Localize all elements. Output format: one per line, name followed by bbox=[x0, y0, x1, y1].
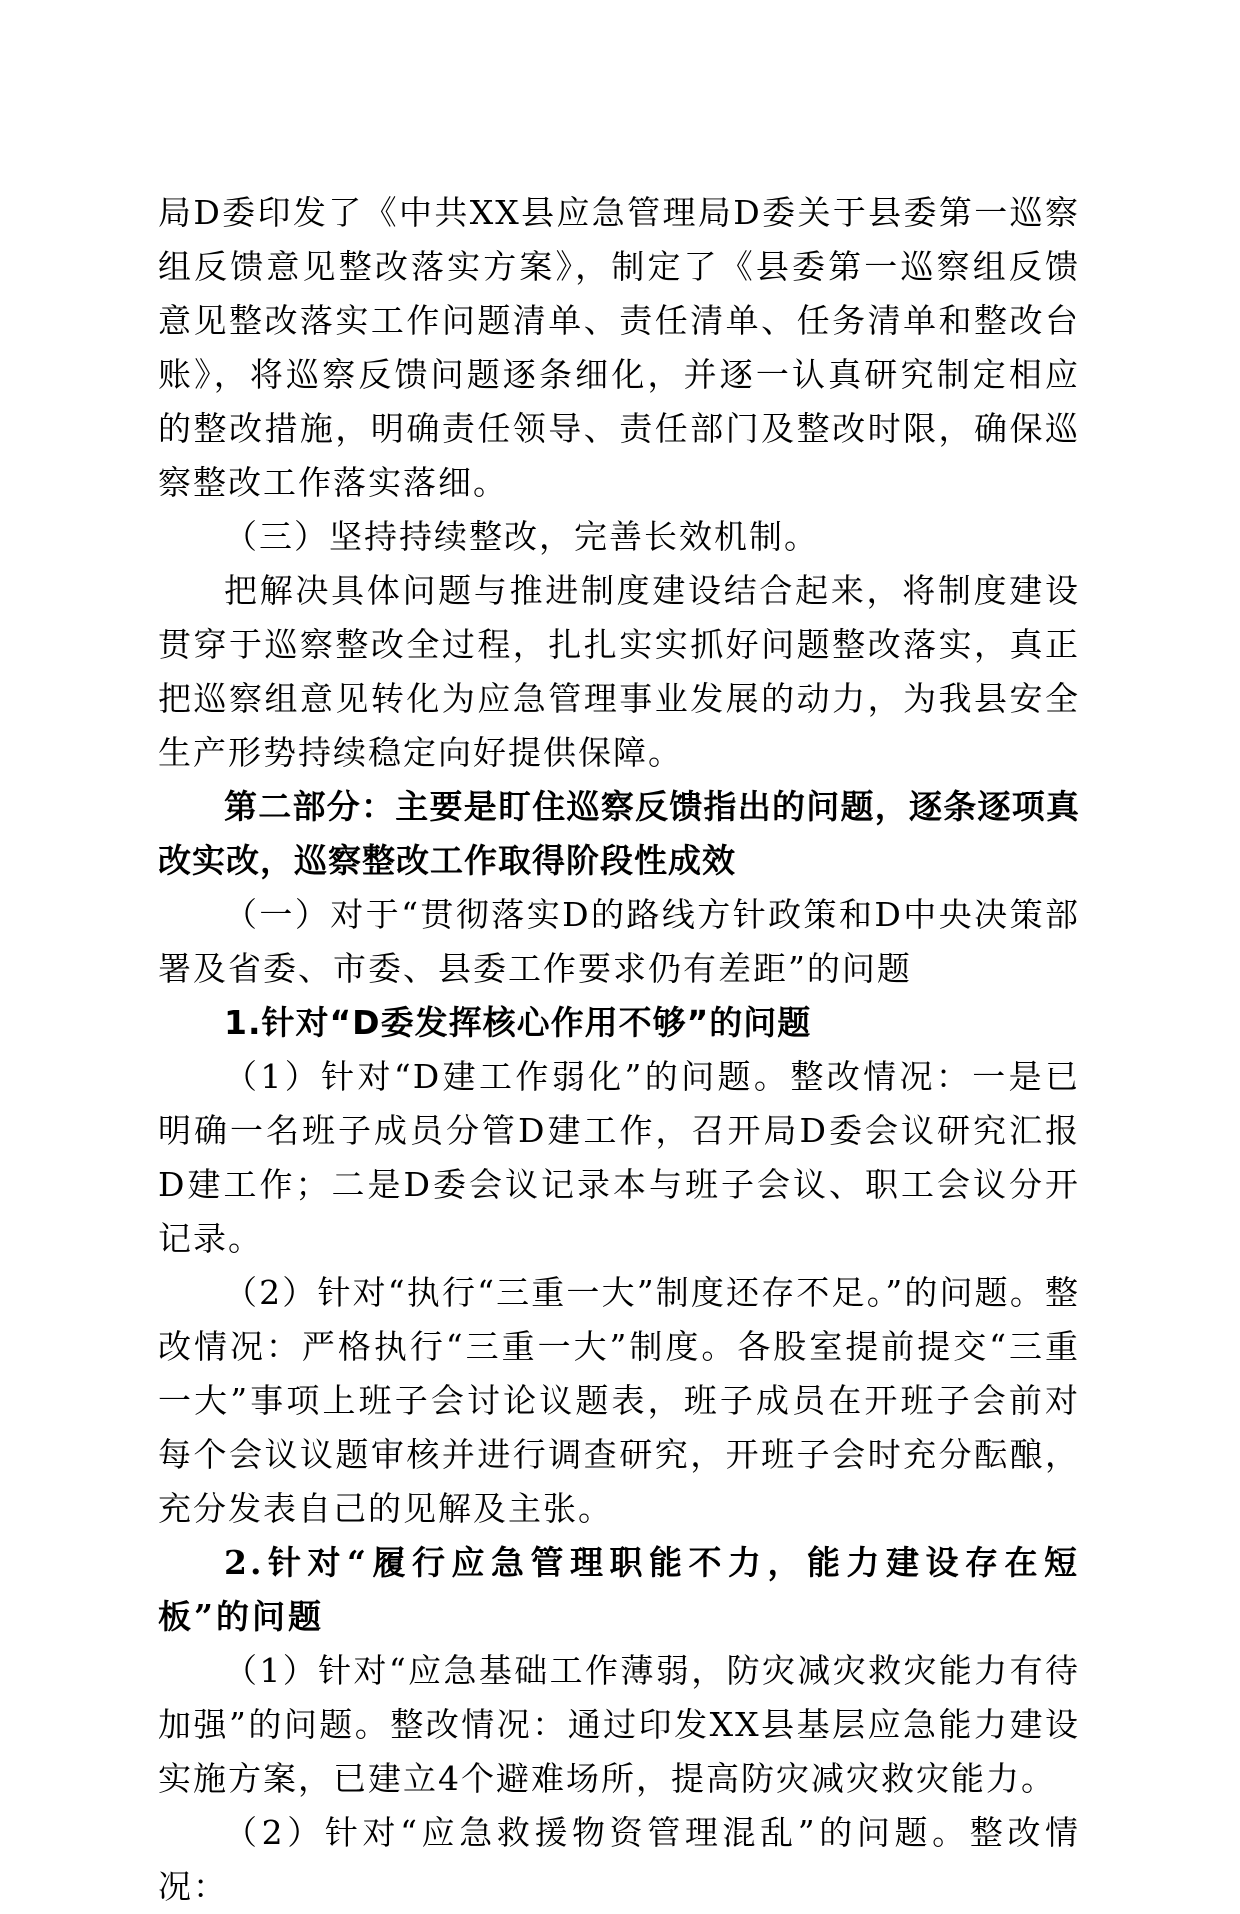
heading-part-two: 第二部分：主要是盯住巡察反馈指出的问题，逐条逐项真改实改，巡察整改工作取得阶段性成效 bbox=[158, 787, 1080, 880]
paragraph-item-2-1: （1）针对“应急基础工作薄弱，防灾减灾救灾能力有待加强”的问题。整改情况：通过印发XX县基层应急能力建设实施方案，已建立4个避难场所，提高防灾减灾救灾能力。 bbox=[158, 1651, 1080, 1798]
document-page bbox=[158, 186, 1080, 1914]
heading-item-1: 1.针对“D委发挥核心作用不够”的问题 bbox=[224, 1003, 812, 1042]
heading-section-three: （三）坚持持续整改，完善长效机制。 bbox=[224, 517, 819, 556]
heading-item-2: 2.针对“履行应急管理职能不力，能力建设存在短板”的问题 bbox=[158, 1543, 1080, 1636]
paragraph-rectification-plan: 局D委印发了《中共XX县应急管理局D委关于县委第一巡察组反馈意见整改落实方案》，制定了《县委第一巡察组反馈意见整改落实工作问题清单、责任清单、任务清单和整改台账》，将巡察反馈问题逐条细化，并逐一认真研究制定相应的整改措施，明确责任领导、责任部门及整改时限，确保巡察整改工作落实落细。 bbox=[158, 193, 1080, 502]
paragraph-item-1-2: （2）针对“执行“三重一大”制度还存不足。”的问题。整改情况：严格执行“三重一大”制度。各股室提前提交“三重一大”事项上班子会讨论议题表，班子成员在开班子会前对每个会议议题审核并进行调查研究，开班子会时充分酝酿，充分发表自己的见解及主张。 bbox=[158, 1273, 1080, 1528]
paragraph-item-1-1: （1）针对“D建工作弱化”的问题。整改情况：一是已明确一名班子成员分管D建工作，召开局D委会议研究汇报D建工作；二是D委会议记录本与班子会议、职工会议分开记录。 bbox=[158, 1057, 1080, 1258]
paragraph-long-term-mechanism: 把解决具体问题与推进制度建设结合起来，将制度建设贯穿于巡察整改全过程，扎扎实实抓好问题整改落实，真正把巡察组意见转化为应急管理事业发展的动力，为我县安全生产形势持续稳定向好提供保障。 bbox=[158, 571, 1080, 772]
heading-subsection-one: （一）对于“贯彻落实D的路线方针政策和D中央决策部署及省委、市委、县委工作要求仍有差距”的问题 bbox=[158, 895, 1080, 988]
paragraph-item-2-2: （2）针对“应急救援物资管理混乱”的问题。整改情况： bbox=[158, 1813, 1080, 1906]
